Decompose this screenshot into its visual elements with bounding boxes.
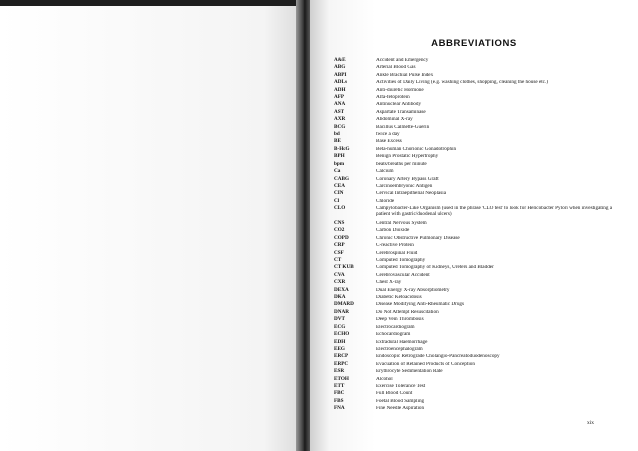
left-page: [0, 0, 300, 451]
abbreviation-term: B-HcG: [334, 145, 350, 152]
abbreviation-definition: Cerebrospinal Fluid: [376, 250, 418, 256]
abbreviation-definition: Activities of Daily Living (e.g. washing clothes, shopping, cleaning the house etc.): [376, 80, 549, 86]
abbreviation-row: [334, 362, 614, 369]
abbreviation-row: [334, 347, 614, 354]
abbreviation-definition: Computed Tomography: [376, 258, 426, 264]
abbreviation-term: A&E: [334, 57, 346, 63]
abbreviation-row: [334, 310, 614, 317]
scan-shadow: [0, 0, 300, 6]
abbreviation-row: [334, 265, 614, 272]
abbreviation-definition: Beta-human Chorionic Gonadotrophin: [376, 146, 457, 152]
abbreviation-definition: Ankle Brachial Pulse Index: [376, 72, 434, 78]
abbreviation-term: AST: [334, 108, 345, 115]
abbreviation-term: FBC: [334, 390, 345, 397]
abbreviation-definition: Fine Needle Aspiration: [376, 406, 425, 412]
abbreviation-definition: Bacillus Calmette-Guérin: [376, 124, 430, 130]
abbreviation-definition: Accident and Emergency: [376, 58, 429, 63]
abbreviation-term: ETOH: [334, 375, 349, 382]
abbreviation-row: [334, 154, 614, 161]
abbreviation-term: CT: [334, 257, 342, 264]
abbreviation-definition: Deep Vein Thrombosis: [376, 317, 424, 323]
abbreviation-definition: Antinuclear Antibody: [376, 102, 422, 108]
abbreviation-definition: Alfa-fetoprotein: [376, 95, 410, 101]
abbreviation-term: ESR: [334, 368, 345, 375]
abbreviation-row: [334, 139, 614, 146]
abbreviation-definition: Do Not Attempt Resuscitation: [376, 309, 439, 315]
abbreviation-term: ERCP: [334, 353, 349, 360]
abbreviation-term: CSF: [334, 249, 344, 256]
abbreviation-definition: Chloride: [376, 198, 395, 204]
abbreviation-row: [334, 221, 614, 228]
abbreviation-term: Ca: [334, 168, 341, 175]
abbreviation-definition: Diabetic Ketoacidosis: [376, 295, 422, 301]
abbreviation-term: Cl: [334, 197, 340, 204]
abbreviation-definition: Foetal Blood Sampling: [376, 398, 425, 404]
abbreviation-definition: Base Excess: [376, 139, 402, 145]
abbreviation-row: [334, 384, 614, 391]
abbreviation-term: CNS: [334, 220, 345, 227]
abbreviation-row: [334, 332, 614, 339]
abbreviation-row: [334, 377, 614, 384]
abbreviation-row: [334, 288, 614, 295]
abbreviation-term: CO2: [334, 227, 345, 234]
abbreviation-row: [334, 199, 614, 206]
abbreviation-term: DKA: [334, 294, 346, 301]
abbreviation-definition: Dual Energy X-ray Absorptiometry: [376, 287, 450, 293]
abbreviation-term: ANA: [334, 101, 346, 108]
abbreviation-term: FNA: [334, 405, 345, 412]
abbreviation-row: [334, 169, 614, 176]
abbreviation-definition: Benign Prostatic Hypertrophy: [376, 154, 439, 160]
abbreviation-definition: Cervical Intraepithelial Neoplasia: [376, 191, 447, 197]
abbreviation-definition: Chronic Obstructive Pulmonary Disease: [376, 235, 460, 241]
abbreviation-term: EDH: [334, 338, 346, 345]
abbreviation-row: [334, 280, 614, 287]
abbreviation-definition: Disease Modifying Anti-Rheumatic Drugs: [376, 302, 465, 308]
abbreviation-row: [334, 251, 614, 258]
abbreviation-definition: beats/breaths per minute: [376, 161, 427, 167]
abbreviation-definition: Exercise Tolerance Test: [376, 383, 426, 389]
abbreviation-definition: Electrocardiogram: [376, 324, 415, 330]
abbreviation-definition: Calcium: [376, 169, 394, 175]
abbreviation-definition: Echocardiogram: [376, 332, 411, 338]
abbreviation-definition: Arterial Blood Gas: [376, 65, 416, 71]
abbreviation-term: COPD: [334, 234, 349, 241]
abbreviation-term: DEXA: [334, 286, 349, 293]
abbreviation-term: AFP: [334, 94, 345, 101]
abbreviation-row: [334, 102, 614, 109]
abbreviation-definition: Alcohol: [376, 376, 393, 382]
abbreviation-term: CABG: [334, 175, 349, 182]
abbreviation-row: [334, 73, 614, 80]
abbreviation-term: CVA: [334, 271, 345, 278]
abbreviation-term: AXR: [334, 116, 346, 123]
abbreviation-row: [334, 325, 614, 332]
abbreviation-definition: Central Nervous System: [376, 221, 427, 227]
abbreviation-row: [334, 273, 614, 280]
abbreviation-definition: Coronary Artery Bypass Graft: [376, 176, 439, 182]
abbreviation-definition: Electroencephalogram: [376, 346, 423, 352]
abbreviation-definition: Erythrocyte Sedimentation Rate: [376, 369, 443, 375]
abbreviation-row: [334, 399, 614, 406]
abbreviation-term: CEA: [334, 182, 345, 189]
abbreviation-row: [334, 147, 614, 154]
abbreviation-row: [334, 110, 614, 117]
page-title: ABBREVIATIONS: [431, 38, 517, 49]
abbreviation-row: [334, 236, 614, 243]
abbreviation-definition: Evacuation of Retained Products of Conception: [376, 361, 475, 367]
abbreviation-row: [334, 132, 614, 139]
abbreviation-row: [334, 80, 614, 87]
abbreviation-list: [334, 58, 614, 414]
abbreviation-row: [334, 95, 614, 102]
abbreviation-term: ERPC: [334, 360, 349, 367]
abbreviation-term: ADH: [334, 86, 346, 93]
abbreviation-row: [334, 391, 614, 398]
abbreviation-row: [334, 243, 614, 250]
abbreviation-row: [334, 369, 614, 376]
abbreviation-definition: Aspartate Transaminase: [376, 109, 426, 115]
abbreviation-row: [334, 177, 614, 184]
abbreviation-term: EEG: [334, 345, 345, 352]
abbreviation-row: [334, 302, 614, 309]
abbreviation-row: [334, 125, 614, 132]
abbreviation-term: ADLs: [334, 79, 347, 86]
abbreviation-row: [334, 295, 614, 302]
abbreviation-term: ABG: [334, 64, 346, 71]
abbreviation-definition: Computed Tomography of Kidneys, Ureters and Bladder: [376, 265, 494, 271]
abbreviation-term: ABPI: [334, 71, 347, 78]
abbreviation-row: [334, 58, 614, 65]
abbreviation-definition: Chest X-ray: [376, 280, 402, 286]
abbreviation-definition: Extradural Haemorrhage: [376, 339, 428, 345]
abbreviation-definition: Campylobacter-Like Organism (used in the phrase 'CLO test' to look for Helicobacter Pylori when investigating a patient with gastric/duodenal ulcers): [376, 206, 613, 217]
abbreviation-row: [334, 162, 614, 169]
abbreviation-term: ECHO: [334, 331, 350, 338]
abbreviation-term: CT KUB: [334, 264, 354, 271]
abbreviation-row: [334, 406, 614, 413]
abbreviation-definition: twice a day: [376, 132, 400, 138]
page-number: xix: [587, 420, 595, 426]
abbreviation-definition: C-reactive Protein: [376, 243, 414, 249]
abbreviation-row: [334, 191, 614, 198]
abbreviation-definition: Full Blood Count: [376, 391, 413, 397]
abbreviation-term: DNAR: [334, 308, 349, 315]
abbreviation-row: [334, 88, 614, 95]
abbreviation-term: CRP: [334, 242, 345, 249]
abbreviation-definition: Abdominal X-ray: [376, 117, 413, 123]
abbreviation-term: BPH: [334, 153, 345, 160]
abbreviation-definition: Cerebrovascular Accident: [376, 272, 430, 278]
abbreviation-row: [334, 117, 614, 124]
abbreviation-term: CLO: [334, 205, 346, 212]
abbreviation-term: BE: [334, 138, 341, 145]
abbreviation-row: [334, 340, 614, 347]
abbreviation-definition: Carbon Dioxide: [376, 228, 410, 234]
abbreviation-definition: Anti-diuretic Hormone: [376, 87, 424, 93]
abbreviation-term: ETT: [334, 382, 345, 389]
abbreviation-row: [334, 184, 614, 191]
abbreviation-term: bd: [334, 131, 340, 138]
abbreviation-term: DVT: [334, 316, 345, 323]
abbreviation-row: [334, 258, 614, 265]
abbreviation-term: CIN: [334, 190, 344, 197]
abbreviation-definition: Endoscopic Retrograde Cholangio-Pancreatoduodenoscopy: [376, 354, 500, 360]
abbreviation-row: [334, 317, 614, 324]
abbreviation-row: [334, 354, 614, 361]
abbreviation-row: [334, 65, 614, 72]
abbreviation-term: ECG: [334, 323, 346, 330]
abbreviation-term: BCG: [334, 123, 346, 130]
abbreviation-term: CXR: [334, 279, 346, 286]
abbreviation-term: DMARD: [334, 301, 354, 308]
abbreviation-row: [334, 228, 614, 235]
abbreviation-definition: Carcinoembryonic Antigen: [376, 183, 433, 189]
abbreviation-term: FBS: [334, 397, 344, 404]
abbreviation-term: bpm: [334, 160, 345, 167]
abbreviation-row: [334, 206, 614, 221]
